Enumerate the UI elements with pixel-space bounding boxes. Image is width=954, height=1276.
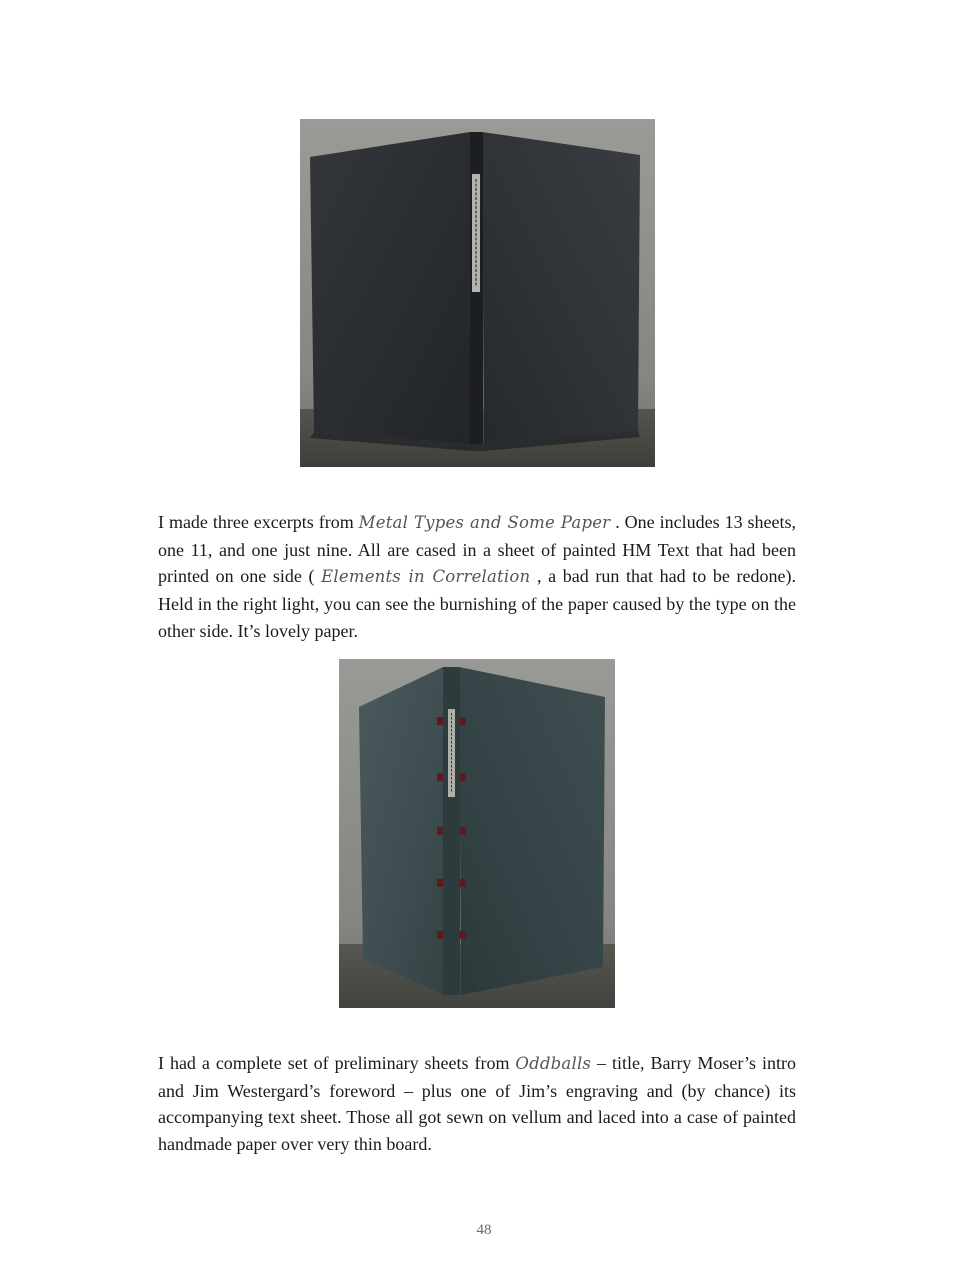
book-title-metal-types: Metal Types and Some Paper [358,513,611,532]
left-cover [310,132,472,444]
left-cover [359,667,445,995]
paragraph-metal-types [158,509,796,645]
paragraph-text: – title, Barry Moser’s intro and Jim Westergard’s foreword – plus one of Jim’s engraving and (by chance) its accompanying text sheet. Those all got sewn on vellum and laced into a case of painted handmade paper over very thin board. [158,1053,796,1155]
paragraph-text: , a bad run that had to be redone). Held in the right light, you can see the burnishing of the paper caused by the type on the other side. It’s lovely paper. [158,566,796,641]
book-photo-dark [300,119,655,467]
book-title-elements: Elements in Correlation [321,567,531,587]
paragraph-text: . One includes 13 sheets, one 11, and one just nine. All are cased in a sheet of painted HM Text that had been printed on one side ( [158,512,797,587]
book-photo-green [339,659,615,1008]
paragraph-text: I made three excerpts from [158,512,359,532]
book-title-oddballs: Oddballs [515,1054,592,1073]
page-number: 48 [476,1222,492,1238]
paragraph-text: I had a complete set of preliminary sheets from [158,1053,516,1073]
book-photo-green-image [339,659,615,1008]
right-cover [482,132,640,444]
book-photo-dark-image [300,119,655,467]
right-cover [459,667,605,995]
paragraph-oddballs [158,1050,796,1158]
